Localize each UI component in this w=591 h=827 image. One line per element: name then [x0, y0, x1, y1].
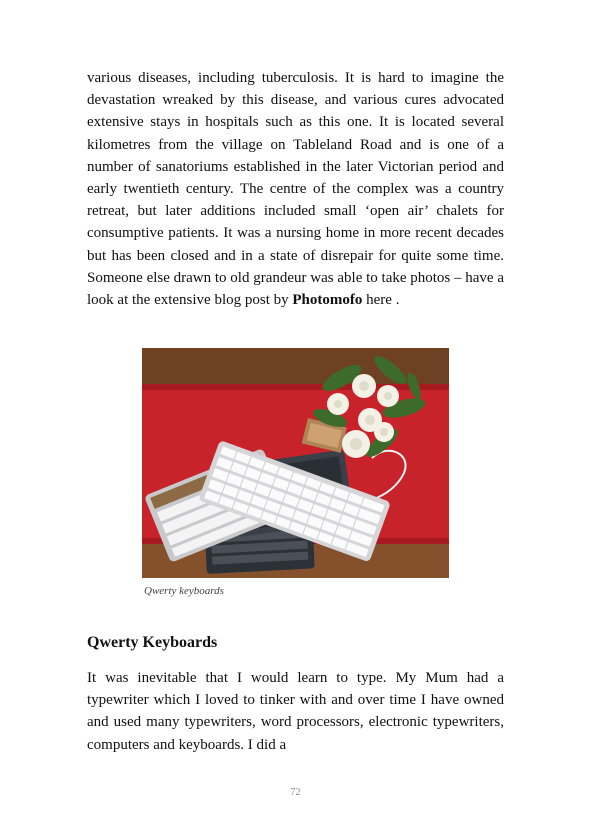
paragraph-1-text: various diseases, including tuberculosis. It is hard to imagine the devastation wreaked by this disease, and various cures advocated extensive stays in hospitals such as this one. It is located several kilometres from the village on Tableland Road and is one of a number of sanatoriums established in the later Victorian period and early twentieth century. The centre of the complex was a country retreat, but later additions included small ‘open air’ chalets for consumptive patients. It was a nursing home in more recent decades but has been closed and in a state of disrepair for quite some time. Someone else drawn to old grandeur was able to take photos – have a look at the extensive blog post by: [87, 70, 504, 309]
body-paragraph-1: [87, 67, 504, 311]
page-number: 72: [290, 787, 301, 798]
body-paragraph-2: It was inevitable that I would learn to type. My Mum had a typewriter which I loved to tinker with and over time I have owned and used many typewriters, word processors, electronic typewriters, computers and keyboards. I did a: [87, 670, 504, 753]
figure-caption: Qwerty keyboards: [144, 585, 224, 597]
photomofo-link[interactable]: Photomofo: [292, 292, 363, 309]
paragraph-1-tail: here .: [362, 292, 400, 309]
section-heading: Qwerty Keyboards: [87, 634, 218, 651]
keyboards-photo: [142, 348, 449, 578]
